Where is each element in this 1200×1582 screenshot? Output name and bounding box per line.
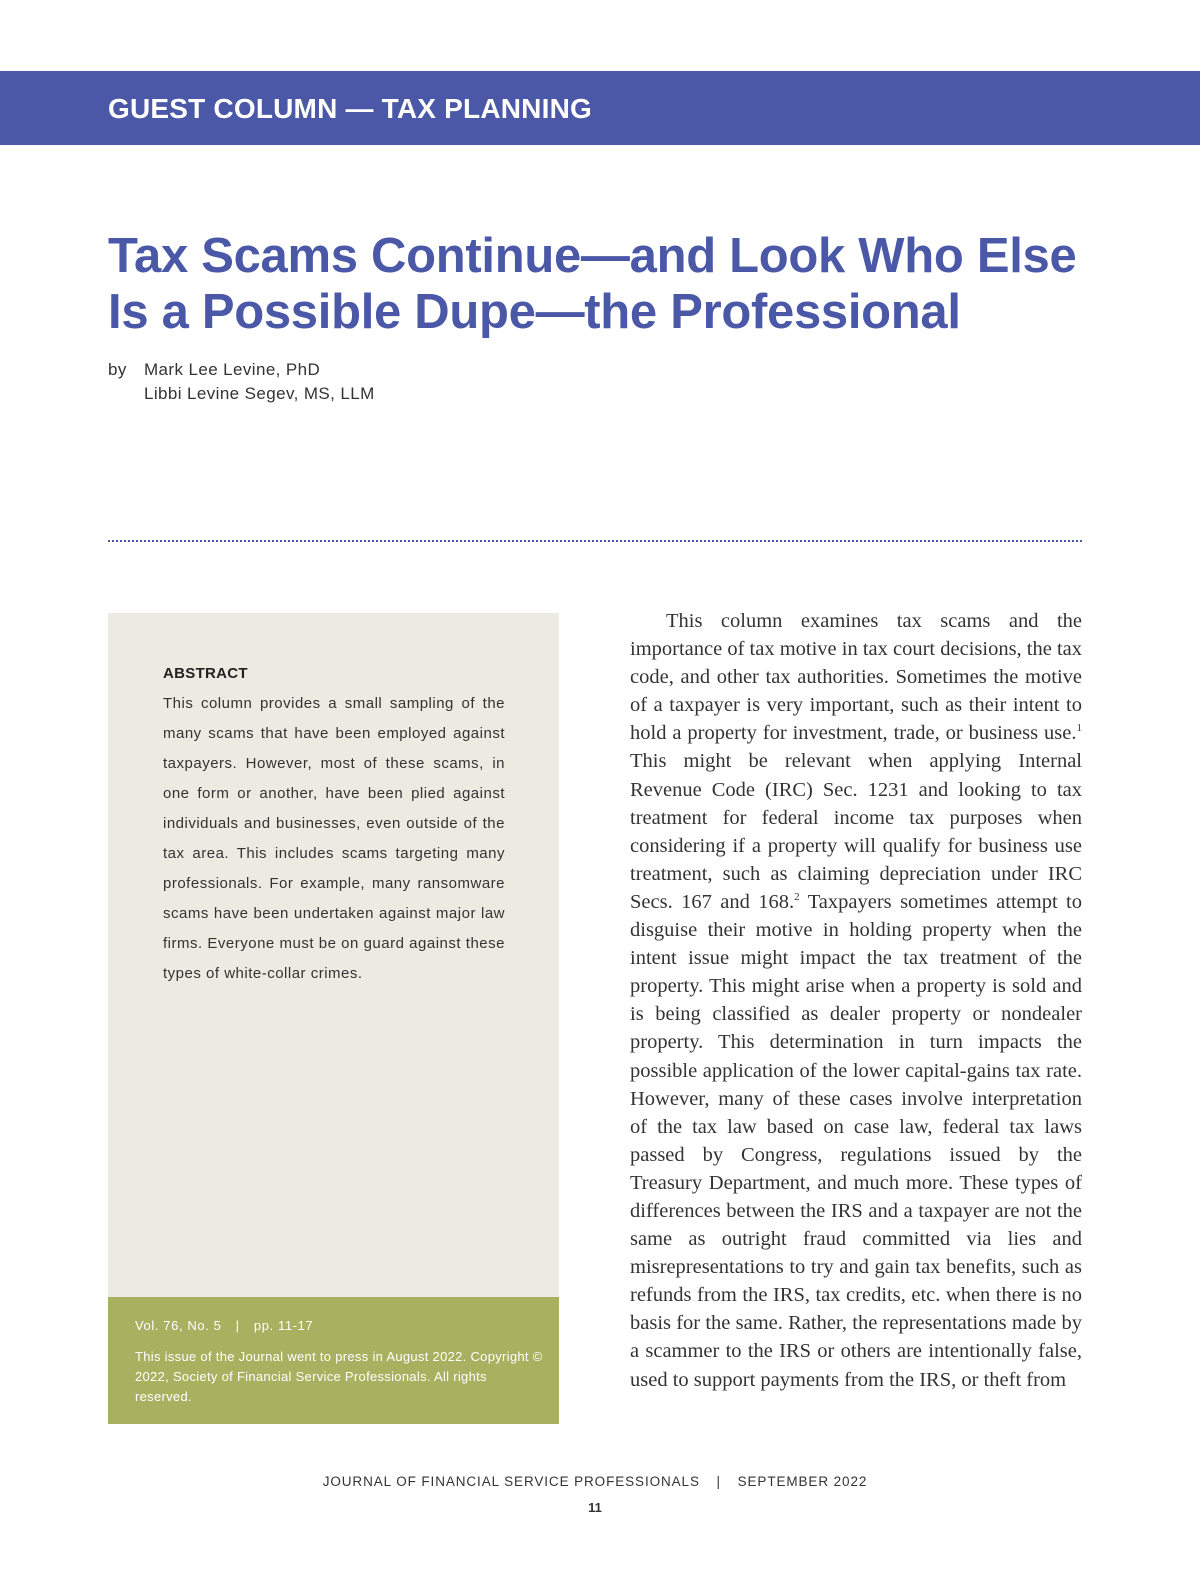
article-title: Tax Scams Continue—and Look Who Else Is a Possible Dupe—the Professional (108, 229, 1077, 339)
footnote-ref-2[interactable]: 2 (794, 891, 800, 904)
page-number: 11 (588, 1500, 602, 1515)
body-text-part1: This column examines tax scams and the importance of tax motive in tax court decisions, the tax code, and other tax authorities. Sometimes the motive of a taxpayer is very important, such as their intent to hold a property for investment, trade, or business use. (630, 610, 1083, 745)
footnote-ref-1[interactable]: 1 (1076, 722, 1082, 735)
abstract-text: This column provides a small sampling of the many scams that have been employed against taxpayers. However, most of these scams, in one form or another, have been plied against individuals and businesses, even outside of the tax area. This includes scams targeting many professionals. For example, many ransomware scams have been undertaken against major law firms. Everyone must be on guard against these types of white-collar crimes. (163, 695, 505, 982)
issue-volume-line (135, 1318, 313, 1333)
page-footer (0, 1474, 1190, 1489)
author-name: Mark Lee Levine, PhD (144, 360, 321, 379)
footer-journal: JOURNAL OF FINANCIAL SERVICE PROFESSIONALS (322, 1474, 700, 1489)
section-label: GUEST COLUMN — TAX PLANNING (108, 93, 592, 124)
author-list (144, 358, 375, 406)
body-text-part3: Taxpayers sometimes attempt to disguise their motive in holding property when the intent issue might impact the tax treatment of the property. This might arise when a property is sold and is being classified as dealer property or nondealer property. This determination in turn impacts the possible application of the lower capital-gains tax rate. However, many of these cases involve interpretation of the tax law based on case law, federal tax laws passed by Congress, regulations issued by the Treasury Department, and much more. These types of differences between the IRS and a taxpayer are not the same as outright fraud committed via lies and misrepresentations to try and gain tax benefits, such as refunds from the IRS, tax credits, etc. when there is no basis for the same. Rather, the representations made by a scammer to the IRS or others are intentionally false, used to support payments from the IRS, or theft from (630, 890, 1082, 1391)
issue-separator: | (235, 1318, 240, 1333)
abstract-heading: ABSTRACT (163, 665, 248, 682)
author-name: Libbi Levine Segev, MS, LLM (144, 384, 375, 403)
section-banner (0, 71, 1200, 145)
issue-volume: Vol. 76, No. 5 (135, 1318, 222, 1333)
footer-separator: | (716, 1474, 721, 1489)
issue-info-box (108, 1297, 559, 1424)
article-body (630, 607, 1082, 1394)
issue-pages: pp. 11-17 (253, 1318, 314, 1333)
abstract-box (108, 613, 559, 1297)
byline-by-label: by (108, 360, 127, 379)
dotted-divider (108, 540, 1082, 542)
body-text-part2: This might be relevant when applying Internal Revenue Code (IRC) Sec. 1231 and looking to tax treatment for federal income tax purposes when considering if a property will qualify for business use treatment, such as claiming depreciation under IRC Secs. 167 and 168. (630, 750, 1082, 913)
footer-date: SEPTEMBER 2022 (737, 1474, 868, 1489)
issue-note: This issue of the Journal went to press in August 2022. Copyright © 2022, Society of Financial Service Professionals. All rights reserved. (135, 1349, 543, 1404)
